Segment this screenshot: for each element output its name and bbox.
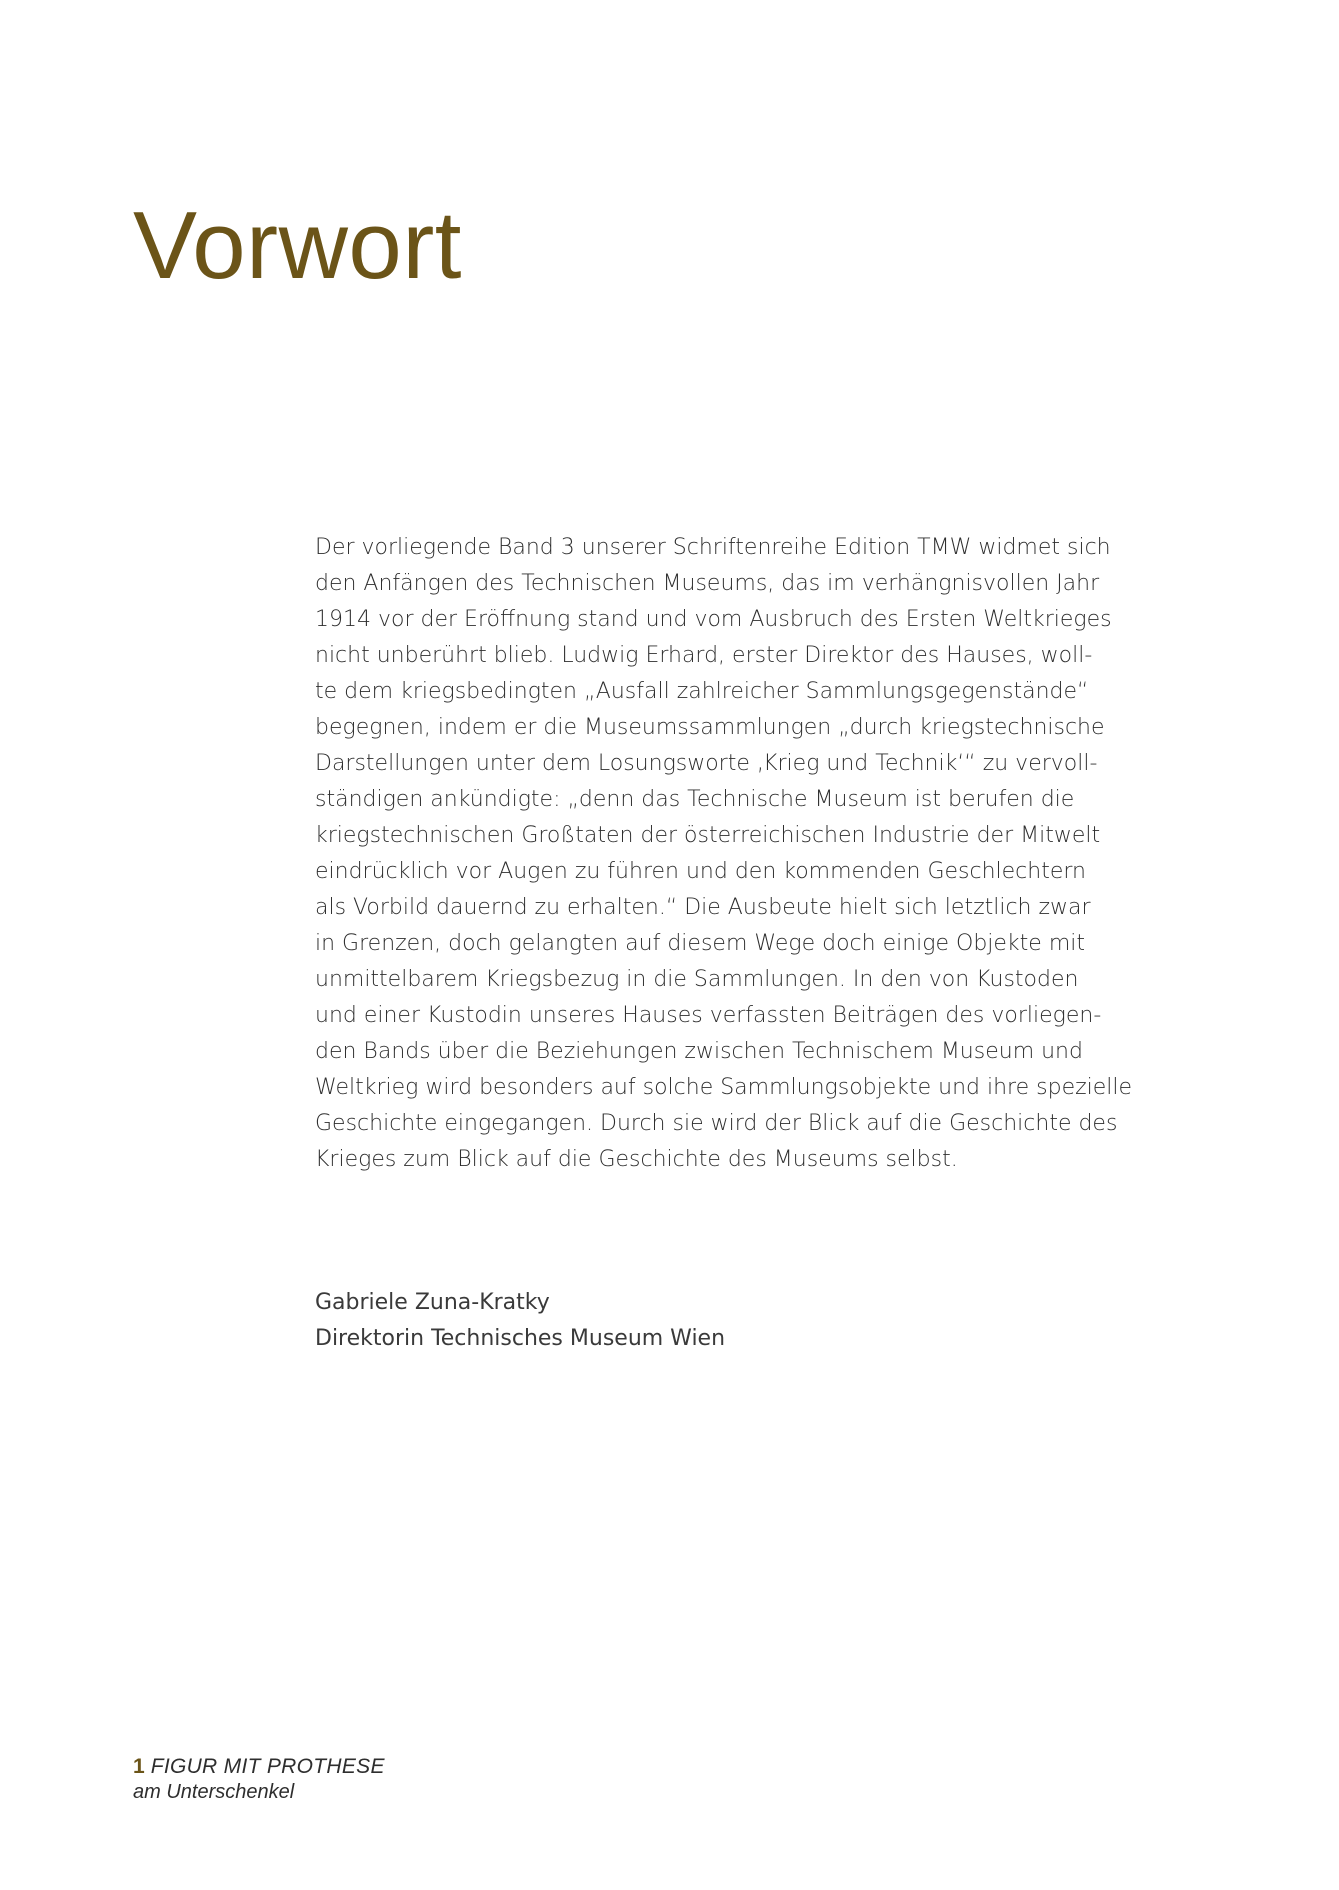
body-line: den Bands über die Beziehungen zwischen Technischem Museum und (315, 1039, 1083, 1064)
body-line: in Grenzen, doch gelangten auf diesem Wege doch einige Objekte mit (315, 931, 1085, 956)
figure-caption (133, 1754, 733, 1804)
caption-title: FIGUR MIT PROTHESE (150, 1755, 385, 1778)
body-line: 1914 vor der Eröffnung stand und vom Ausbruch des Ersten Weltkrieges (315, 607, 1112, 632)
page-title: Vorwort (133, 192, 462, 299)
body-line: nicht unberührt blieb. Ludwig Erhard, erster Direktor des Hauses, woll- (315, 643, 1093, 668)
body-line: Darstellungen unter dem Losungsworte ‚Krieg und Technik‘“ zu vervoll- (315, 751, 1098, 776)
signature-role: Direktorin Technisches Museum Wien (315, 1326, 726, 1351)
caption-number: 1 (133, 1755, 145, 1778)
signature-block (315, 1285, 1015, 1357)
body-line: eindrücklich vor Augen zu führen und den kommenden Geschlechtern (315, 859, 1086, 884)
body-line: te dem kriegsbedingten „Ausfall zahlreicher Sammlungsgegenstände“ (315, 679, 1089, 704)
body-line: ständigen ankündigte: „denn das Technische Museum ist berufen die (315, 787, 1075, 812)
body-line: kriegstechnischen Großtaten der österreichischen Industrie der Mitwelt (315, 823, 1101, 848)
signature-name: Gabriele Zuna-Kratky (315, 1290, 550, 1315)
body-line: Geschichte eingegangen. Durch sie wird der Blick auf die Geschichte des (315, 1111, 1118, 1136)
body-line: als Vorbild dauernd zu erhalten.“ Die Ausbeute hielt sich letztlich zwar (315, 895, 1091, 920)
body-line: unmittelbarem Kriegsbezug in die Sammlungen. In den von Kustoden (315, 967, 1079, 992)
body-line: Weltkrieg wird besonders auf solche Sammlungsobjekte und ihre spezielle (315, 1075, 1133, 1100)
body-line: Der vorliegende Band 3 unserer Schriftenreihe Edition TMW widmet sich (315, 535, 1111, 560)
caption-heading (133, 1754, 733, 1780)
body-line: begegnen, indem er die Museumssammlungen „durch kriegstechnische (315, 715, 1105, 740)
body-line: und einer Kustodin unseres Hauses verfassten Beiträgen des vorliegen- (315, 1003, 1102, 1028)
body-line: den Anfängen des Technischen Museums, das im verhängnisvollen Jahr (315, 571, 1100, 596)
caption-subtitle: am Unterschenkel (133, 1781, 295, 1803)
foreword-body (315, 530, 1215, 1178)
body-line: Krieges zum Blick auf die Geschichte des Museums selbst. (315, 1147, 958, 1172)
